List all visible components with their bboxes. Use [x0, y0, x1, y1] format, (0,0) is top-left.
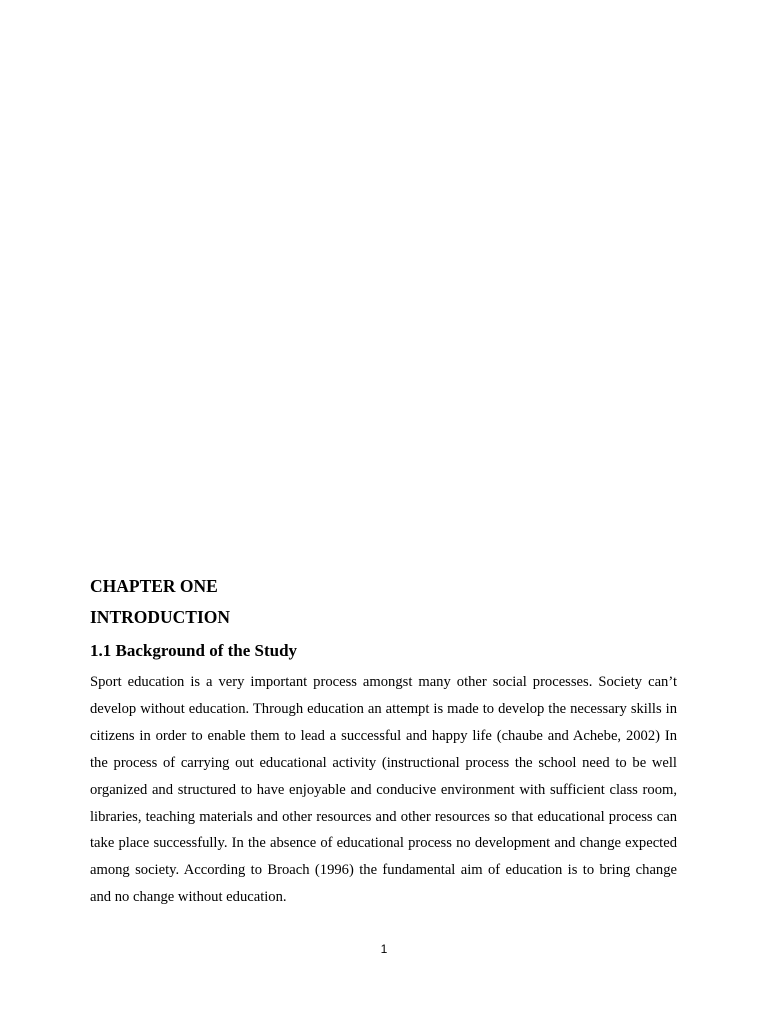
page-number: 1 — [380, 942, 388, 956]
chapter-subtitle: INTRODUCTION — [90, 607, 231, 627]
chapter-title: CHAPTER ONE — [90, 576, 218, 596]
body-paragraph: Sport education is a very important process amongst many other social processes. Society can’t develop without education. Through education an attempt is made to develop the necessary skills in citizens in order to enable them to lead a successful and happy life (chaube and Achebe, 2002) In the process of carrying out educational activity (instructional process the school need to be well organized and structured to have enjoyable and conducive environment with sufficient class room, libraries, teaching materials and other resources and other resources so that educational process can take place successfully. In the absence of educational process no development and change expected among society. According to Broach (1996) the fundamental aim of education is to bring change and no change without education. — [90, 674, 677, 906]
page-content — [90, 574, 677, 911]
section-heading: 1.1 Background of the Study — [90, 641, 298, 660]
